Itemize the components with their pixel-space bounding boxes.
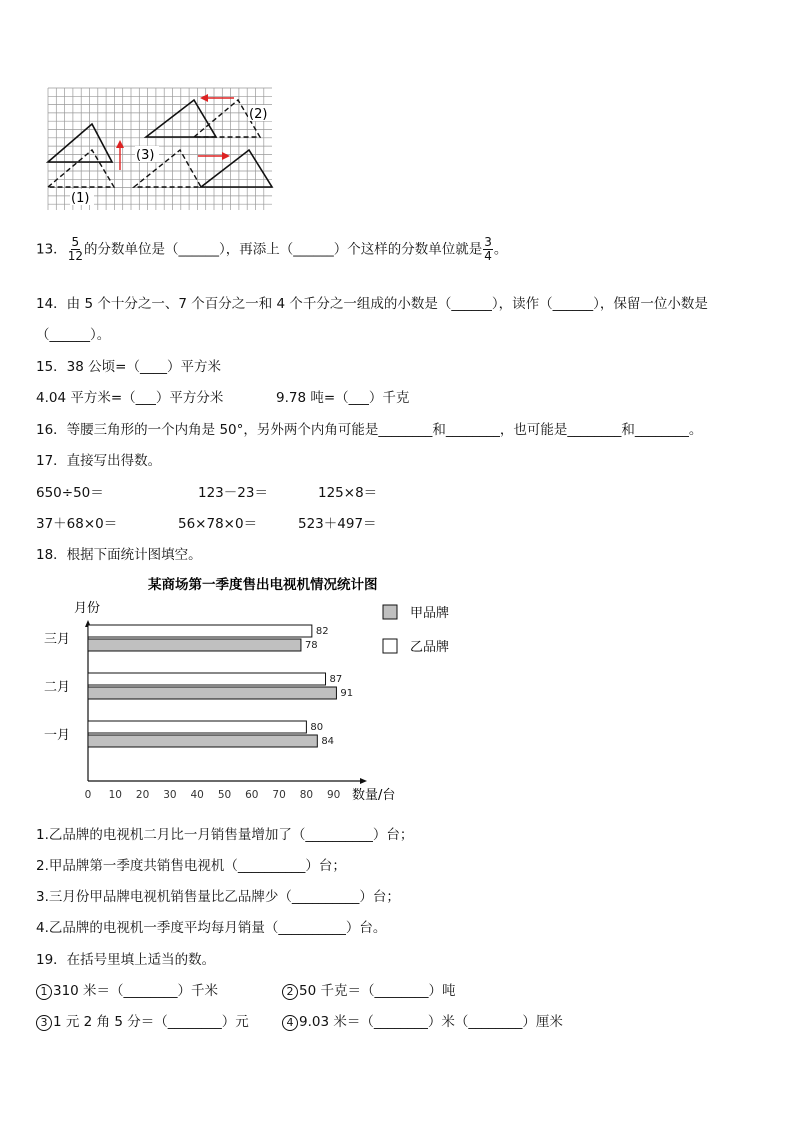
bar-value-label: 78 [304,640,318,651]
category-label: 三月 [44,632,71,647]
fraction-5-12: $\frac{5}{12}$ [67,235,83,263]
figure-label-3: (3) [136,148,155,163]
calc-item: 650÷50＝ [36,485,104,501]
question-17-title: 17．直接写出得数。 [36,453,162,469]
bar-chart [36,570,476,810]
x-tick-label: 20 [135,789,150,801]
question-18-sub-4: 4.乙品牌的电视机一季度平均每月销量（__________）台。 [36,920,387,936]
question-14-line2: （______）。 [36,327,111,343]
question-18-title: 18．根据下面统计图填空。 [36,547,202,563]
x-tick-label: 70 [272,789,286,801]
bar-jia-brand [88,687,336,699]
unit-item-3: 3 1 元 2 角 5 分＝（________）元 [36,1010,249,1031]
question-15-line2b: 9.78 吨=（___）千克 [276,390,410,406]
x-tick-label: 40 [190,789,204,801]
x-tick-label: 60 [245,789,259,801]
bar-value-label: 87 [329,674,343,685]
bar-jia-brand [88,639,301,651]
x-tick-label: 10 [108,789,122,801]
unit-item-4: 4 9.03 米＝（________）米（________）厘米 [282,1010,563,1031]
question-18-sub-2: 2.甲品牌第一季度共销售电视机（__________）台； [36,858,346,874]
calc-item: 125×8＝ [318,485,378,501]
arrow-left-icon [200,94,234,102]
x-tick-label: 90 [327,789,341,801]
bar-yi-brand [88,673,326,685]
x-tick-label: 30 [163,789,177,801]
legend-swatch [383,605,397,619]
question-18-sub-3: 3.三月份甲品牌电视机销售量比乙品牌少（__________）台； [36,889,400,905]
grid-figure [46,86,276,214]
unit-item-2: 2 50 千克＝（________）吨 [282,979,455,1000]
calc-item: 123－23＝ [198,485,268,501]
calc-item: 37＋68×0＝ [36,516,118,532]
x-tick-label: 0 [84,789,92,801]
category-label: 一月 [44,728,71,743]
bar-value-label: 80 [310,722,324,733]
question-13: 13． $\frac{5}{12}$ 的分数单位是（______），再添上（______）个这样的分数单位就是 $\frac{3}{4}$ 。 [36,235,508,263]
x-axis-arrow-icon [360,778,367,784]
bar-value-label: 84 [321,736,335,747]
chart-ylabel: 月份 [74,601,101,616]
x-tick-label: 50 [217,789,232,801]
bar-yi-brand [88,721,306,733]
question-15-line2a: 4.04 平方米=（___）平方分米 [36,390,224,406]
bar-yi-brand [88,625,312,637]
bar-jia-brand [88,735,317,747]
bar-value-label: 82 [315,626,329,637]
question-16: 16．等腰三角形的一个内角是 50°，另外两个内角可能是________和________，也可能是________和________。 [36,422,703,438]
calc-item: 523＋497＝ [298,516,377,532]
figure-label-2: (2) [249,107,268,122]
chart-xlabel: 数量/台 [352,788,396,803]
bar-value-label: 91 [340,688,354,699]
fraction-3-4: $\frac{3}{4}$ [484,235,492,263]
unit-item-1: 1 310 米＝（________）千米 [36,979,218,1000]
category-label: 二月 [44,680,71,695]
legend-swatch [383,639,397,653]
figure-label-1: (1) [71,191,90,206]
question-19-title: 19．在括号里填上适当的数。 [36,952,216,968]
legend-label: 乙品牌 [410,640,450,655]
question-14-line1: 14．由 5 个十分之一、7 个百分之一和 4 个千分之一组成的小数是（______），读作（______），保留一位小数是 [36,296,708,312]
calc-item: 56×78×0＝ [178,516,258,532]
question-15-line1: 15．38 公顷=（____）平方米 [36,359,221,375]
question-18-sub-1: 1.乙品牌的电视机二月比一月销售量增加了（__________）台； [36,827,414,843]
legend-label: 甲品牌 [410,606,450,621]
chart-title: 某商场第一季度售出电视机情况统计图 [148,577,378,593]
x-tick-label: 80 [299,789,314,801]
